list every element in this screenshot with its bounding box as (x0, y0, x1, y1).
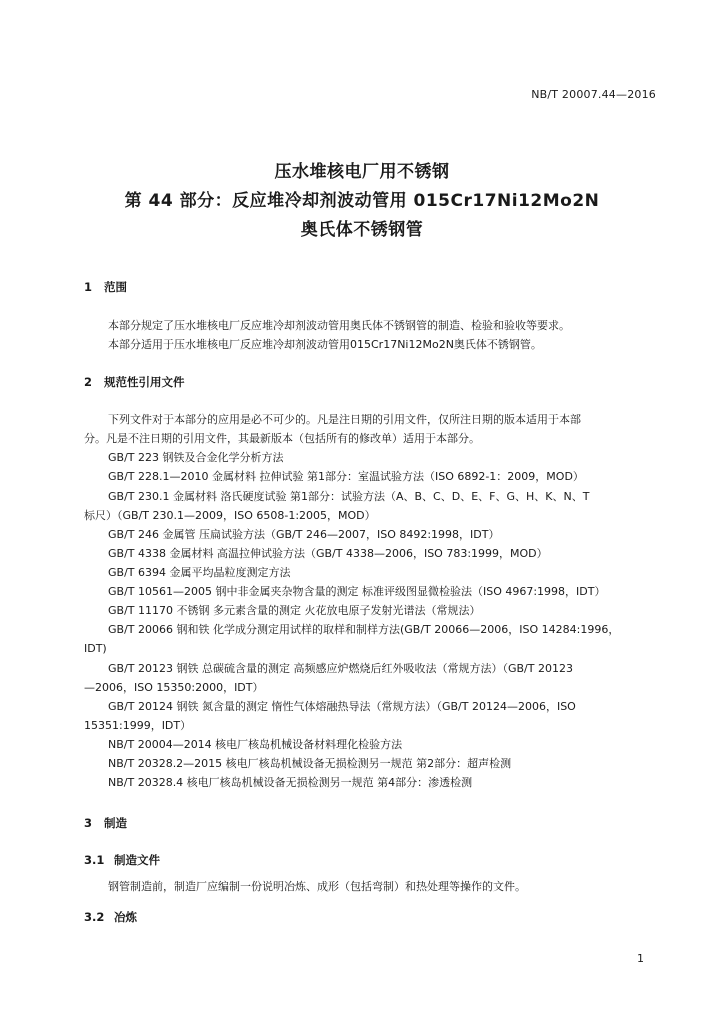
document-title-line-3: 奥氏体不锈钢管 (300, 220, 424, 240)
reference-item: GB/T 246 金属管 压扁试验方法（GB/T 246—2007，ISO 8492:1998，IDT） (108, 528, 500, 541)
reference-item: GB/T 230.1 金属材料 洛氏硬度试验 第1部分：试验方法（A、B、C、D、E、F、G、H、K、N、T 标尺）（GB/T 230.1—2009，ISO 6508-1:2005，MOD） (84, 490, 590, 522)
section-3-1-paragraph: 钢管制造前，制造厂应编制一份说明冶炼、成形（包括弯制）和热处理等操作的文件。 (108, 880, 526, 893)
section-number: 3.1 (84, 853, 105, 867)
reference-item: NB/T 20328.4 核电厂核岛机械设备无损检测另一规范 第4部分：渗透检测 (108, 776, 473, 789)
section-2-intro-line-1: 下列文件对于本部分的应用是必不可少的。凡是注日期的引用文件，仅所注日期的版本适用于本部 (108, 413, 581, 426)
section-2-heading (84, 374, 185, 390)
reference-item: GB/T 20066 钢和铁 化学成分测定用试样的取样和制样方法(GB/T 20066—2006，ISO 14284:1996， IDT) (84, 623, 620, 655)
section-number: 3.2 (84, 910, 105, 924)
reference-item: GB/T 20123 钢铁 总碳硫含量的测定 高频感应炉燃烧后红外吸收法（常规方法）（GB/T 20123 —2006，ISO 15350:2000，IDT） (84, 662, 573, 694)
reference-item: GB/T 223 钢铁及合金化学分析方法 (108, 451, 284, 464)
section-1-heading (84, 279, 127, 295)
reference-item: NB/T 20004—2014 核电厂核岛机械设备材料理化检验方法 (108, 738, 403, 751)
section-number: 3 (84, 816, 93, 830)
reference-item: GB/T 228.1—2010 金属材料 拉伸试验 第1部分：室温试验方法（ISO 6892-1：2009，MOD） (108, 470, 584, 483)
section-3-1-heading (84, 852, 160, 868)
reference-item: GB/T 11170 不锈钢 多元素含量的测定 火花放电原子发射光谱法（常规法） (108, 604, 481, 617)
section-3-heading (84, 815, 127, 831)
section-3-2-heading (84, 909, 137, 925)
section-title: 规范性引用文件 (104, 375, 185, 389)
page-number: 1 (637, 952, 644, 965)
section-number: 2 (84, 375, 93, 389)
section-2-intro-line-2: 分。凡是不注日期的引用文件，其最新版本（包括所有的修改单）适用于本部分。 (84, 432, 480, 445)
section-number: 1 (84, 280, 93, 294)
reference-item: GB/T 6394 金属平均晶粒度测定方法 (108, 566, 291, 579)
reference-item: GB/T 20124 钢铁 氮含量的测定 惰性气体熔融热导法（常规方法）（GB/T 20124—2006，ISO 15351:1999，IDT） (84, 700, 576, 732)
reference-item: GB/T 4338 金属材料 高温拉伸试验方法（GB/T 4338—2006，ISO 783:1999，MOD） (108, 547, 548, 560)
standard-number: NB/T 20007.44—2016 (531, 88, 656, 101)
section-title: 冶炼 (114, 910, 137, 924)
section-title: 制造文件 (114, 853, 160, 867)
section-title: 制造 (104, 816, 127, 830)
section-title: 范围 (104, 280, 127, 294)
document-title-line-1: 压水堆核电厂用不锈钢 (274, 162, 450, 182)
section-1-paragraph-1: 本部分规定了压水堆核电厂反应堆冷却剂波动管用奥氏体不锈钢管的制造、检验和验收等要求。 (108, 319, 570, 332)
document-title-line-2: 第 44 部分：反应堆冷却剂波动管用 015Cr17Ni12Mo2N (124, 191, 600, 211)
reference-item: GB/T 10561—2005 钢中非金属夹杂物含量的测定 标准评级图显微检验法（ISO 4967:1998，IDT） (108, 585, 606, 598)
reference-item: NB/T 20328.2—2015 核电厂核岛机械设备无损检测另一规范 第2部分：超声检测 (108, 757, 512, 770)
section-1-paragraph-2: 本部分适用于压水堆核电厂反应堆冷却剂波动管用015Cr17Ni12Mo2N奥氏体不锈钢管。 (108, 338, 542, 351)
